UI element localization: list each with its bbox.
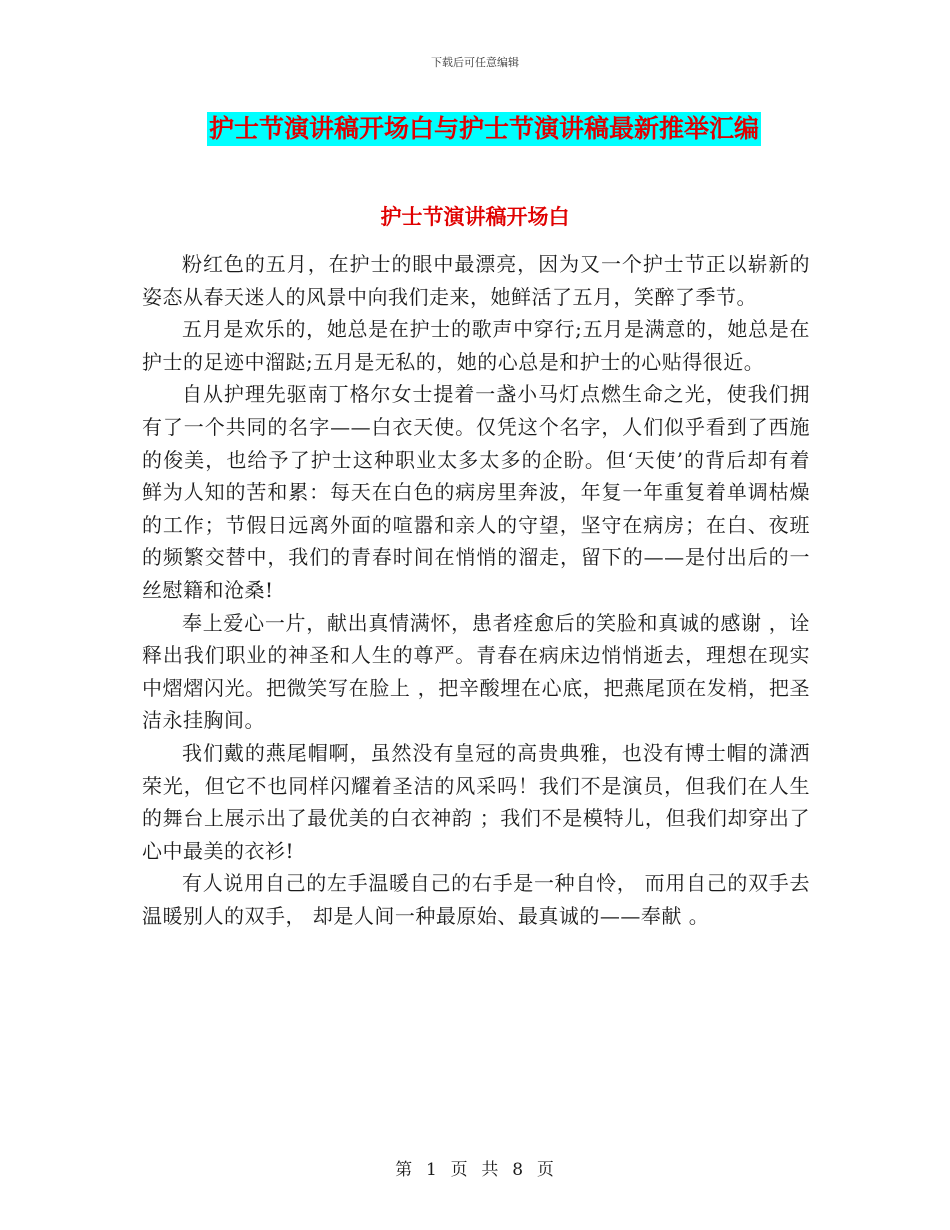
document-title: 护士节演讲稿开场白与护士节演讲稿最新推举汇编 (207, 112, 761, 146)
page-number: 第 1 页 共 8 页 (395, 1160, 555, 1180)
paragraph-5: 我们戴的燕尾帽啊，虽然没有皇冠的高贵典雅，也没有博士帽的潇洒荣光，但它不也同样闪耀着圣洁的风采吗！我们不是演员，但我们在人生的舞台上展示出了最优美的白衣神韵 ；我们不是模特儿，但我们却穿出了心中最美的衣衫! (142, 740, 810, 863)
header-note: 下载后可任意编辑 (431, 56, 519, 69)
paragraph-3: 自从护理先驱南丁格尔女士提着一盏小马灯点燃生命之光，使我们拥有了一个共同的名字——白衣天使。仅凭这个名字，人们似乎看到了西施的俊美，也给予了护士这种职业太多太多的企盼。但‘天使’的背后却有着鲜为人知的苦和累：每天在白色的病房里奔波，年复一年重复着单调枯燥的工作；节假日远离外面的喧嚣和亲人的守望，坚守在病房；在白、夜班的频繁交替中，我们的青春时间在悄悄的溜走，留下的——是付出后的一丝慰籍和沧桑! (142, 382, 810, 602)
paragraph-1: 粉红色的五月，在护士的眼中最漂亮，因为又一个护士节正以崭新的姿态从春天迷人的风景中向我们走来，她鲜活了五月，笑醉了季节。 (142, 252, 810, 309)
paragraph-6: 有人说用自己的左手温暖自己的右手是一种自怜， 而用自己的双手去温暖别人的双手， 却是人间一种最原始、最真诚的——奉献 。 (142, 871, 810, 928)
section-title: 护士节演讲稿开场白 (380, 204, 570, 229)
document-body (142, 248, 810, 932)
paragraph-4: 奉上爱心一片，献出真情满怀，患者痊愈后的笑脸和真诚的感谢 ，诠释出我们职业的神圣和人生的尊严。青春在病床边悄悄逝去，理想在现实中熠熠闪光。把微笑写在脸上 ，把辛酸埋在心底，把燕尾顶在发梢，把圣洁永挂胸间。 (142, 610, 810, 733)
paragraph-2: 五月是欢乐的，她总是在护士的歌声中穿行;五月是满意的，她总是在护士的足迹中溜跶;五月是无私的，她的心总是和护士的心贴得很近。 (142, 317, 810, 374)
